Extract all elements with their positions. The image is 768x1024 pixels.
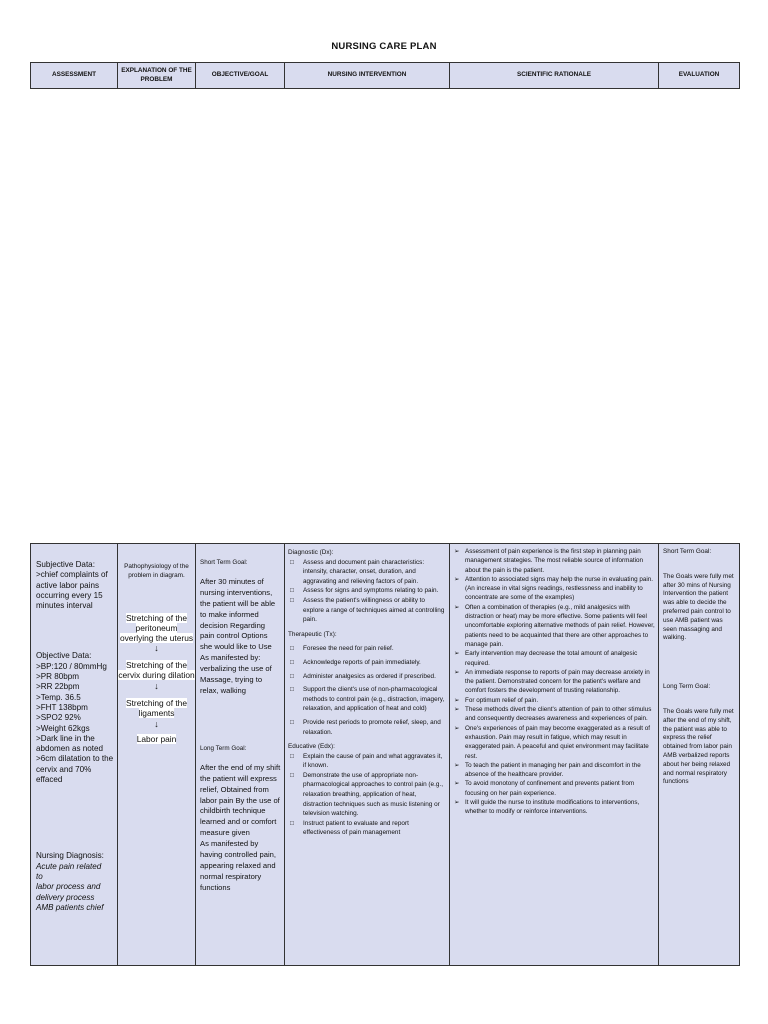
arrow-bullet-icon: ➢ xyxy=(454,575,460,583)
rationale-item-text: To teach the patient in managing her pain and discomfort in the absence of the healthcare provider. xyxy=(465,761,641,779)
rationale-item xyxy=(453,575,655,603)
rationale-item-text: To avoid monotony of confinement and prevents patient from focusing on her pain experience. xyxy=(465,780,635,797)
long-goal-text: After the end of my shift the patient will express relief, Obtained from labor pain By the use of childbirth technique learned and or comfort measure given xyxy=(200,762,281,838)
objective-label: Objective Data: xyxy=(36,651,92,661)
objective-item: >Dark line in the abdomen as noted xyxy=(36,733,104,754)
checkbox-icon: □ xyxy=(290,672,294,680)
short-goal-label: Short Term Goal: xyxy=(200,559,248,566)
diagnosis-line: AMB patients chief xyxy=(36,902,104,912)
subjective-label: Subjective Data: xyxy=(36,560,95,569)
checkbox-icon: □ xyxy=(290,686,294,694)
diagnosis-line: to xyxy=(36,871,43,881)
educative-item-text: Explain the cause of pain and what aggravates it, if known. xyxy=(303,752,443,770)
rationale-item-text: Often a combination of therapies (e.g., mild analgesics with distraction or heat) may be more effective. Some patients will feel uncomfortable exploring alternative methods of pain relief. However, patients need to be acquainted that there are other approaches to manage pain. xyxy=(465,603,655,648)
subjective-text: >chief complaints of active labor pains occurring every 15 minutes interval xyxy=(36,570,108,611)
header-rationale: SCIENTIFIC RATIONALE xyxy=(450,63,659,89)
short-goal-manifest: As manifested by: verbalizing the use of Massage, trying to relax, walking xyxy=(200,653,272,695)
educative-item xyxy=(288,752,446,771)
diagnostic-item-text: Assess and document pain characteristics: intensity, character, onset, duration, and aggravating and relieving factors of pain. xyxy=(303,558,425,585)
rationale-item xyxy=(453,705,655,724)
objective-cell xyxy=(196,544,285,966)
arrow-bullet-icon: ➢ xyxy=(454,724,460,732)
therapeutic-item-text: Acknowledge reports of pain immediately. xyxy=(303,658,421,666)
rationale-item xyxy=(453,668,655,696)
therapeutic-list xyxy=(288,644,446,737)
diagram-step-4: Labor pain xyxy=(136,733,177,744)
therapeutic-item xyxy=(288,718,446,737)
rationale-item-text: One's experiences of pain may become exaggerated as a result of exhaustion. Pain may result in fatigue, which may result in exaggerated pain. A peaceful and quiet environment may facilitate rest. xyxy=(465,724,650,760)
diagram-step-3: Stretching of the ligaments xyxy=(126,697,187,718)
therapeutic-item xyxy=(288,685,446,714)
intervention-cell xyxy=(285,544,450,966)
objective-item: >SPO2 92% xyxy=(36,713,81,723)
arrow-bullet-icon: ➢ xyxy=(454,603,460,611)
diagnosis-line: labor process and xyxy=(36,882,101,892)
arrow-bullet-icon: ➢ xyxy=(454,650,460,658)
therapeutic-item xyxy=(288,644,446,654)
objective-item: >6cm dilatation to the cervix and 70% effaced xyxy=(36,754,114,785)
arrow-bullet-icon: ➢ xyxy=(454,696,460,704)
objective-item: >RR 22bpm xyxy=(36,682,80,692)
eval-short-label: Short Term Goal: xyxy=(663,548,712,555)
therapeutic-item-text: Provide rest periods to promote relief, sleep, and relaxation. xyxy=(303,718,441,736)
therapeutic-label: Therapeutic (Tx): xyxy=(288,630,337,638)
rationale-item xyxy=(453,798,655,817)
arrow-bullet-icon: ➢ xyxy=(454,780,460,788)
educative-item-text: Demonstrate the use of appropriate non-pharmacological approaches to control pain (e.g., relaxation breathing, application of heat, distraction techniques such as music listening or television watching. xyxy=(303,771,443,818)
diagnosis-text xyxy=(36,862,114,913)
assessment-cell xyxy=(31,544,118,966)
rationale-item xyxy=(453,761,655,780)
checkbox-icon: □ xyxy=(290,645,294,653)
checkbox-icon: □ xyxy=(290,596,294,604)
objective-item: >PR 80bpm xyxy=(36,672,79,682)
rationale-item xyxy=(453,603,655,649)
checkbox-icon: □ xyxy=(290,718,294,726)
rationale-item-text: For optimum relief of pain. xyxy=(465,696,539,704)
rationale-item xyxy=(453,649,655,668)
educative-item xyxy=(288,819,446,838)
educative-item-text: Instruct patient to evaluate and report effectiveness of pain management xyxy=(303,819,409,837)
diagnosis-label: Nursing Diagnosis: xyxy=(36,851,104,861)
header-intervention: NURSING INTERVENTION xyxy=(285,63,450,89)
objective-item: >Temp. 36.5 xyxy=(36,692,81,702)
diagnostic-list xyxy=(288,558,446,625)
header-assessment: ASSESSMENT xyxy=(31,63,118,89)
rationale-item-text: It will guide the nurse to institute modifications to interventions, whether to modify or reinforce interventions. xyxy=(465,799,640,816)
educative-item xyxy=(288,771,446,819)
checkbox-icon: □ xyxy=(290,587,294,595)
care-plan-table xyxy=(30,543,740,966)
objective-item: >FHT 138bpm xyxy=(36,702,88,712)
therapeutic-item-text: Support the client's use of non-pharmacological methods to control pain (e.g., distraction, imagery, relaxation, and application of heat and cold) xyxy=(303,686,445,713)
objective-list xyxy=(36,662,114,786)
diagnostic-item-text: Assess the patient's willingness or ability to explore a range of techniques aimed at controlling pain. xyxy=(303,596,445,624)
eval-long-text: The Goals were fully met after the end of my shift, the patient was able to express the relief obtained from labor pain AMB verbalized reports about her being relaxed and normal respiratory functions xyxy=(663,707,734,786)
diagram-step-1: Stretching of the peritoneum overlying the uterus xyxy=(119,613,194,643)
therapeutic-item-text: Foresee the need for pain relief. xyxy=(303,645,394,653)
arrow-bullet-icon: ➢ xyxy=(454,548,460,555)
checkbox-icon: □ xyxy=(290,558,294,566)
checkbox-icon: □ xyxy=(290,658,294,666)
long-goal-label: Long Term Goal: xyxy=(200,744,247,752)
checkbox-icon: □ xyxy=(290,771,294,779)
educative-list xyxy=(288,752,446,838)
educative-label: Educative (Edx): xyxy=(288,743,335,751)
diagnostic-item xyxy=(288,558,446,587)
therapeutic-item xyxy=(288,672,446,682)
down-arrow-icon: ↓ xyxy=(154,643,159,654)
eval-short-text: The Goals were fully met after 30 mins of Nursing Intervention the patient was able to decide the preferred pain control to use AMB patient was seen massaging and walking. xyxy=(663,572,734,642)
diagnostic-item xyxy=(288,586,446,596)
diagram-step-2: Stretching of the cervix during dilation xyxy=(118,660,195,681)
rationale-item-text: Assessment of pain experience is the first step in planning pain management strategies. The most reliable source of information about the pain is the patient. xyxy=(465,548,644,574)
diagnosis-line: Acute pain related xyxy=(36,861,102,871)
down-arrow-icon: ↓ xyxy=(154,718,159,729)
objective-item: >BP:120 / 80mmHg xyxy=(36,661,107,671)
rationale-item-text: These methods divert the client's attention of pain to other stimulus and consequently decreases awareness and experiences of pain. xyxy=(465,706,652,723)
therapeutic-item xyxy=(288,658,446,668)
diagnostic-item xyxy=(288,596,446,625)
rationale-item-text: Attention to associated signs may help the nurse in evaluating pain. (An increase in vital signs readings, restlessness and inability to concentrate are some of the examples) xyxy=(465,575,653,602)
down-arrow-icon: ↓ xyxy=(154,680,159,691)
arrow-bullet-icon: ➢ xyxy=(454,706,460,714)
header-evaluation: EVALUATION xyxy=(659,63,740,89)
therapeutic-item-text: Administer analgesics as ordered if prescribed. xyxy=(303,672,436,680)
diagnostic-item-text: Assess for signs and symptoms relating to pain. xyxy=(303,587,439,595)
diagnosis-line: delivery process xyxy=(36,892,95,902)
rationale-cell xyxy=(450,544,659,966)
page-title: NURSING CARE PLAN xyxy=(331,41,437,52)
arrow-bullet-icon: ➢ xyxy=(454,761,460,769)
short-goal-text: After 30 minutes of nursing interventions, the patient will be able to make informed decision Regarding pain control Options she would like to Use xyxy=(200,576,276,652)
header-objective: OBJECTIVE/GOAL xyxy=(196,63,285,89)
rationale-item xyxy=(453,779,655,798)
arrow-bullet-icon: ➢ xyxy=(454,668,460,676)
diagnostic-label: Diagnostic (Dx): xyxy=(288,549,334,556)
explanation-cell xyxy=(118,544,196,966)
evaluation-cell xyxy=(659,544,740,966)
rationale-item-text: Early intervention may decrease the total amount of analgesic required. xyxy=(465,650,638,667)
header-explanation: EXPLANATION OF THE PROBLEM xyxy=(118,63,196,89)
rationale-item xyxy=(453,724,655,761)
checkbox-icon: □ xyxy=(290,752,294,760)
rationale-item-text: An immediate response to reports of pain may decrease anxiety in the patient. Demonstrated concern for the patient's welfare and comfort fosters the development of trusting relationship. xyxy=(465,668,650,695)
rationale-item xyxy=(453,696,655,705)
header-table xyxy=(30,62,740,89)
rationale-item xyxy=(453,547,655,575)
rationale-list xyxy=(453,547,655,817)
long-goal-manifest: As manifested by having controlled pain, appearing relaxed and normal respiratory functions xyxy=(200,839,276,892)
objective-item: >Weight 62kgs xyxy=(36,723,90,733)
arrow-bullet-icon: ➢ xyxy=(454,799,460,807)
eval-long-label: Long Term Goal: xyxy=(663,683,711,691)
explanation-intro: Pathophysiology of the problem in diagram. xyxy=(124,563,189,579)
checkbox-icon: □ xyxy=(290,819,294,827)
